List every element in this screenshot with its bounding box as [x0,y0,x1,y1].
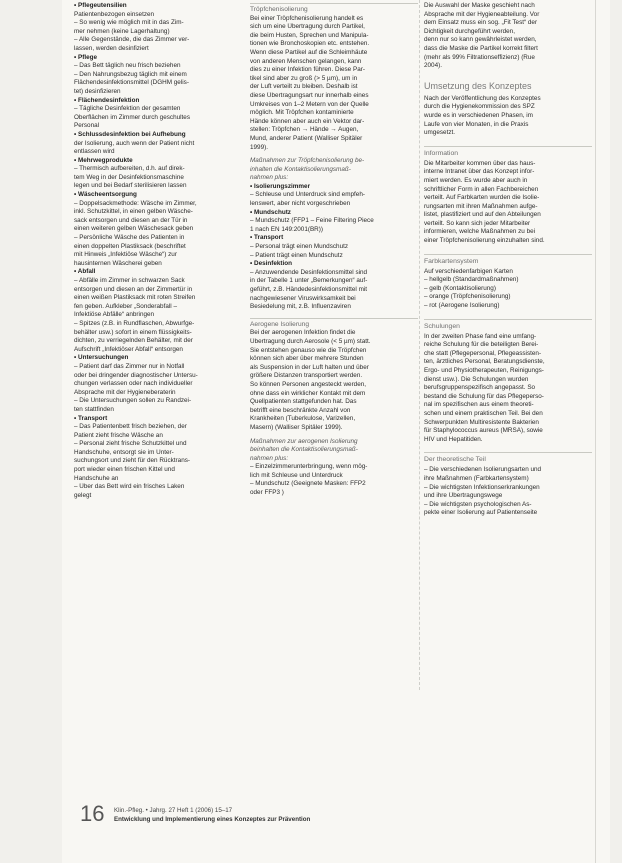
text-line: – Mundschutz (Geeignete Masken: FFP2 [250,480,366,488]
text-line: – rot (Aerogene Isolierung) [424,302,500,310]
text-line: tikel sind aber zu groß (> 5 µm), um in [250,74,358,82]
text-line: Nach der Veröffentlichung des Konzeptes [424,94,541,102]
text-line: – Persönliche Wäsche des Patienten in [74,234,185,242]
text-line: in der Tabelle 1 unter „Bemerkungen“ auf- [250,277,368,285]
subsection-heading: Der theoretische Teil [424,452,592,464]
text-line: betrifft eine beschränkte Anzahl von [250,406,351,414]
text-line: fen geben. Aufkleber „Sonderabfall – [74,302,177,310]
text-line: Wenn diese Partikel auf die Schleimhäute [250,48,368,56]
text-line: dichten, zu verriegelnden Behälter, mit der [74,337,193,345]
text-line: ihre Maßnahmen (Farbkartensystem) [424,474,529,482]
text-line: einen weißen Plastiksack mit roten Streifen [74,294,196,302]
text-line: stellen: Tröpfchen → Hände → Augen, [250,126,359,134]
text-line: Sie entstehen genauso wie die Tröpfchen [250,346,367,354]
text-line: – Schleuse und Unterdruck sind empfeh- [250,191,365,199]
text-line: miert werden. Es wurde aber auch in [424,176,528,184]
text-line: 2004). [424,62,442,70]
text-line: Handschuhe, entsorgt sie im Unter- [74,448,174,456]
text-line: – Personal zieht frische Schutzkittel und [74,440,187,448]
text-line: – Alle Gegenstände, die das Zimmer ver- [74,36,190,44]
list-heading: • Transport [250,234,284,242]
paragraph-gap [424,311,592,316]
text-line: inkl. Schutzkittel, in einen gelben Wäsche- [74,208,193,216]
text-line: können sich aber über mehrere Stunden [250,355,364,363]
text-line: die beim Husten, Sprechen und Manipula- [250,31,369,39]
text-line: schriftlicher Form in allen Fachbereichen [424,185,539,193]
text-line: Hände können aber auch ein Vektor dar- [250,117,365,125]
list-heading: • Flächendesinfektion [74,96,140,104]
document-page [62,0,610,863]
italic-intro-line: beinhalten die Kontaktisolierungsmaß- [250,446,358,454]
list-heading: • Abfall [74,268,96,276]
paragraph-gap [424,71,592,76]
text-line: Laufe von vier Monaten, in die Praxis [424,120,529,128]
paragraph-gap [424,138,592,143]
text-line: dies zu einer Infektion führen. Diese Par- [250,66,365,74]
column-divider [419,0,420,690]
text-line: – Tägliche Desinfektion der gesamten [74,105,181,113]
text-line: Quellpatienten stattgefunden hat. Das [250,398,357,406]
text-line: – Patient darf das Zimmer nur in Notfall [74,362,185,370]
text-line: Krankheiten (Tuberkulose, Varizellen, [250,415,356,423]
text-line: entsorgen und diesen an der Zimmertür in [74,285,193,293]
list-heading: • Mundschutz [250,208,291,216]
text-line: geführt, z.B. Händedesinfektionsmittel mit [250,286,368,293]
text-line: – Spitzes (z.B. in Rundflaschen, Abwurfge- [74,319,195,327]
text-line: 1999). [250,143,268,151]
text-line: dem Einsatz muss ein sog. „Fit Test“ der [424,19,538,27]
text-line: (mehr als 99% Filtrationseffizienz) (Rue [424,53,535,61]
text-line: – Einzelzimmerunterbringung, wenn mög- [250,463,368,471]
text-line: und ihre Übertragungswege [424,492,503,500]
box-heading: Tröpfchenisolierung [250,3,418,15]
text-line: sich um eine Übertragung durch Partikel, [250,23,365,31]
article-title: Entwicklung und Implementierung eines Konzeptes zur Prävention [114,816,311,823]
text-line: – orange (Tröpfchenisolierung) [424,293,511,301]
text-line: che statt (Pflegepersonal, Pflegeassisten- [424,349,542,357]
box-heading: Aerogene Isolierung [250,318,418,330]
text-line: – hellgelb (Standardmaßnahmen) [424,276,519,284]
text-line: sack entsorgen und diesen an der Tür in [74,216,188,224]
text-line: mit Hinweis „Infektiöse Wäsche“) zur [74,251,177,259]
text-line: umgesetzt. [424,129,456,137]
text-line: Besiedelung mit, z.B. Influenzaviren [250,303,351,311]
text-line: Die Auswahl der Maske geschieht nach [424,2,535,9]
text-line: – Thermisch aufbereiten, d.h. auf direk- [74,165,185,173]
text-line: chungen verlassen oder nach individueller [74,380,193,388]
text-line: – Mundschutz (FFP1 – Feine Filtering Piece [250,217,374,225]
text-line: – gelb (Kontaktisolierung) [424,284,496,292]
text-line: rungsarten mit ihren Maßnahmen aufge- [424,202,538,210]
text-line: Handschuhe an [74,474,119,482]
text-line: der Luft verteilt zu bleiben. Deshalb ist [250,83,358,91]
text-line: – Die Untersuchungen sollen zu Randzei- [74,397,192,405]
text-line: So können Personen angesteckt werden, [250,380,367,388]
text-line: oder bei dringender diagnostischer Untersu- [74,371,198,379]
list-heading: • Pflege [74,53,98,61]
text-line: wurde es in verschiedenen Phasen, im [424,111,533,119]
text-line: Infektiöse Abfälle“ anbringen [74,311,155,319]
text-line: Schwerpunkten Multiresistente Bakterien [424,418,539,426]
text-line: – Das Bett täglich neu frisch beziehen [74,62,181,70]
text-line: informieren, welche Maßnahmen zu bei [424,228,536,236]
italic-intro-line: Maßnahmen zur aerogenen Isolierung [250,437,358,445]
text-line: Personal [74,122,100,130]
text-line: Auf verschiedenfarbigen Karten [424,267,513,275]
text-line: hausinternen Wäscherei geben [74,259,162,267]
text-line: Absprache mit der Hygieneberaterin [74,388,176,396]
text-line: berufsgruppenspezifisch angepasst. So [424,384,536,392]
text-line: – Personal trägt einen Mundschutz [250,243,349,251]
text-line: Ergo- und Physiotherapeuten, Reinigungs- [424,367,544,374]
text-line: als Suspension in der Luft halten und über [250,363,369,371]
list-heading: • Mehrwegprodukte [74,156,133,164]
text-line: verteilt. So kann sich jeder Mitarbeiter [424,219,531,227]
page-number: 16 [80,801,105,826]
text-line: HIV und Hepatitiden. [424,435,483,443]
text-line: oder FFP3 ) [250,489,284,497]
list-heading: • Desinfektion [250,260,293,268]
text-line: größere Distanzen transportiert werden. [250,372,363,380]
subsection-heading: Information [424,146,592,158]
text-line: Aufschrift „Infektiöser Abfall“ entsorgen [74,345,183,353]
text-line: – Über das Bett wird ein frisches Laken [74,483,185,491]
text-line: der Isolierung, auch wenn der Patient nicht [74,139,195,147]
list-heading: • Untersuchungen [74,354,129,362]
text-line: von anderen Menschen gelangen, kann [250,57,362,65]
text-line: In der zweiten Phase fand eine umfang- [424,332,537,340]
paragraph-gap [424,246,592,251]
text-line: – Das Patientenbett frisch beziehen, der [74,423,187,431]
text-line: listet, plastifiziert und auf den Abteilungen [424,211,541,219]
list-heading: • Wäscheentsorgung [74,191,137,199]
column-middle [250,2,418,498]
text-line: Die Mitarbeiter kommen über das haus- [424,159,536,167]
text-line: Umkreises von 1–2 Metern von der Quelle [250,100,369,108]
text-line: – Den Nahrungsbezug täglich mit einem [74,70,187,78]
text-line: – Anzuwendende Desinfektionsmittel sind [250,268,368,276]
text-line: für Staphylococcus aureus (MRSA), sowie [424,427,543,435]
text-line: Oberflächen im Zimmer durch geschultes [74,113,190,121]
text-line: Masern) (Walliser Spitäler 1999). [250,423,343,431]
text-line: 1 nach EN 149:2001(BR)) [250,225,323,233]
text-line: einen weiteren gelben Wäschesack geben [74,225,194,233]
subsection-heading: Schulungen [424,319,592,331]
text-line: nachgewiesener Viruswirksamkeit bei [250,294,356,302]
text-line: tionen wie Bronchoskopien etc. entstehen. [250,40,370,48]
italic-intro-line: nahmen plus: [250,454,289,462]
text-line: – Die wichtigsten psychologischen As- [424,500,532,508]
text-line: Dichtigkeit durchgeführt werden, [424,27,515,35]
list-heading: • Pflegeutensilien [74,2,127,9]
italic-intro-line: Maßnahmen zur Tröpfchenisolierung be- [250,157,365,165]
list-heading: • Isolierungszimmer [250,182,311,190]
text-line: – Abfälle im Zimmer in schwarzen Sack [74,277,185,284]
text-line: einer Tröpfchenisolierung einzuhalten sind. [424,237,545,245]
column-left [74,2,244,500]
text-line: Absprache mit der Hygieneabteilung. Vor [424,10,540,18]
text-line: port wieder einen frischen Kittel und [74,466,175,474]
text-line: Mund, anderer Patient (Walliser Spitäler [250,134,363,142]
text-line: pekte einer Isolierung auf Patientenseite [424,509,538,517]
text-line: ten stattfinden [74,405,114,413]
text-line: denn nur so kann gewährleistet werden, [424,36,537,44]
text-line: Patientenbezogen einsetzen [74,10,155,18]
journal-citation: Klin.-Pfleg. • Jahrg. 27 Heft 1 (2006) 15–17 [114,807,233,814]
text-line: reiche Schulung für die beteiligten Berei- [424,341,539,349]
text-line: ten, ärztliches Personal, Beratungsdienste, [424,358,545,366]
text-line: behälter usw.) sofort in einem flüssigkeits- [74,328,192,336]
text-line: nal im spezifischen aus einem theoreti- [424,401,534,409]
subsection-heading: Farbkartensystem [424,254,592,266]
text-line: legen und bei Bedarf sterilisieren lassen [74,182,187,190]
text-line: bestand die Schulung für das Pflegeperso- [424,392,544,400]
text-line: tet) desinfizieren [74,87,121,95]
text-line: lassen, werden desinfiziert [74,44,149,52]
text-line: dienst usw.). Die Schulungen wurden [424,375,529,383]
text-line: tem Weg in der Desinfektionsmaschine [74,173,184,181]
text-line: Bei einer Tröpfchenisolierung handelt es [250,14,364,22]
paragraph-gap [424,444,592,449]
text-line: – Die verschiedenen Isolierungsarten und [424,466,542,474]
text-line: – Doppelsackmethode: Wäsche im Zimmer, [74,199,197,207]
column-right [424,2,592,518]
text-line: entlassen wird [74,148,115,156]
text-line: ohne dass ein wirklicher Kontakt mit dem [250,389,366,397]
text-line: durch die Hygienekommission des SPZ [424,103,535,111]
text-line: Patient zieht frische Wäsche an [74,431,163,439]
section-heading: Umsetzung des Konzeptes [424,80,532,91]
text-line: mer nehmen (keine Lagerhaltung) [74,27,170,35]
text-line: – Die wichtigsten Infektionserkrankungen [424,483,540,491]
text-line: lenswert, aber nicht vorgeschrieben [250,200,351,208]
text-line: Flächendesinfektionsmittel (DGHM gelis- [74,79,189,87]
text-line: gelegt [74,491,92,499]
text-line: suchungsort und zieht für den Rücktrans- [74,457,191,465]
text-line: interne Intranet über das Konzept infor- [424,168,535,176]
text-line: – Patient trägt einen Mundschutz [250,251,343,259]
text-line: diese Übertragungsart nur innerhalb eines [250,91,369,99]
text-line: einen doppelten Plastiksack (beschriftet [74,242,186,250]
list-heading: • Schlussdesinfektion bei Aufhebung [74,130,186,138]
paragraph-gap [250,312,418,317]
text-line: lich mit Schleuse und Unterdruck [250,471,343,479]
text-line: Bei der aerogenen Infektion findet die [250,329,356,337]
text-line: verteilt. Auf Farbkarten wurden die Isolie- [424,194,540,202]
text-line: möglich. Mit Tröpfchen kontaminierte [250,109,354,117]
text-line: – So wenig wie möglich mit in das Zim- [74,19,184,27]
text-line: schen und einem praktischen Teil. Bei den [424,409,543,417]
italic-intro-line: inhalten die Kontaktisolierungsmaß- [250,165,351,173]
italic-intro-line: nahmen plus: [250,174,289,182]
text-line: dass die Maske die Partikel korrekt filtert [424,44,538,52]
list-heading: • Transport [74,414,108,422]
text-line: Übertragung durch Aerosole (< 5 µm) statt. [250,337,371,345]
